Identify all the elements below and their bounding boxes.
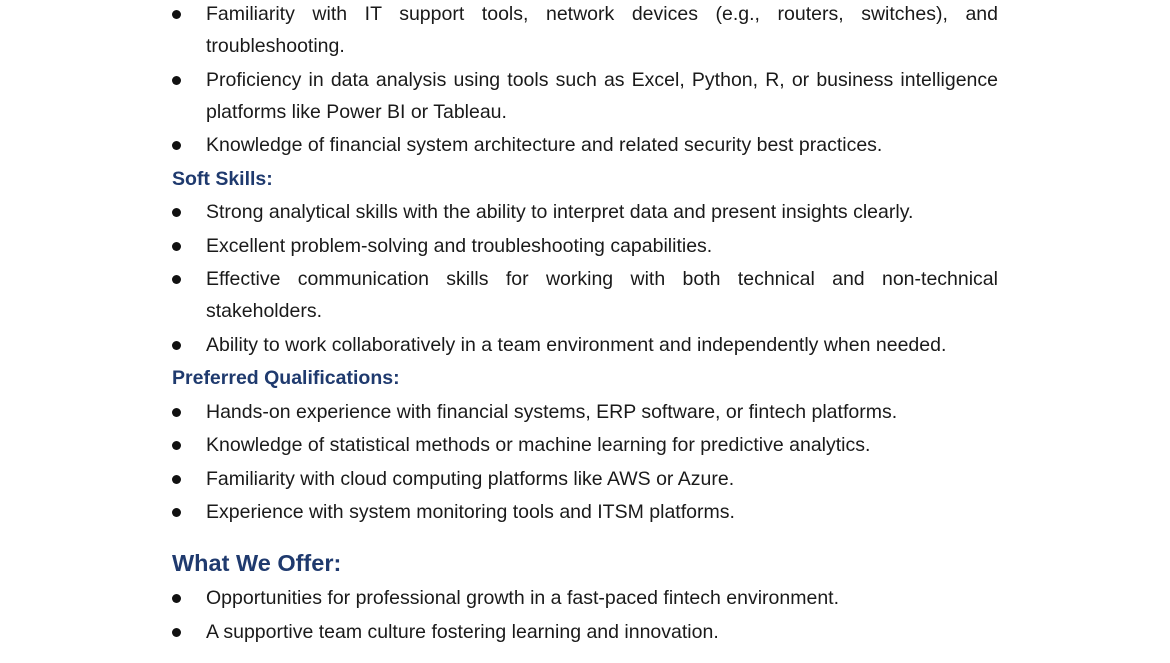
list-item-text: Familiarity with cloud computing platforms like AWS or Azure. (206, 467, 735, 490)
list-item-text: Excellent problem-solving and troubleshooting capabilities. (206, 234, 713, 257)
bullet-icon (172, 441, 181, 450)
bullet-icon (172, 341, 181, 350)
bullet-icon (172, 475, 181, 484)
technical-skills-list (172, 0, 998, 161)
bullet-icon (172, 242, 181, 251)
list-item-text: Experience with system monitoring tools and ITSM platforms. (206, 501, 735, 523)
list-item (172, 0, 998, 62)
list-item (172, 329, 998, 361)
list-item-text: Hands-on experience with financial systems, ERP software, or fintech platforms. (206, 400, 898, 423)
list-item (172, 263, 998, 327)
list-item-text: Strong analytical skills with the ability to interpret data and present insights clearly. (206, 201, 914, 223)
bullet-icon (172, 594, 181, 603)
list-item-text: Knowledge of financial system architecture and related security best practices. (206, 134, 883, 156)
list-item-text: A supportive team culture fostering learning and innovation. (206, 620, 719, 643)
list-item (172, 496, 998, 528)
list-item-text: Proficiency in data analysis using tools such as Excel, Python, R, or business intelligence platforms like Power BI or Tableau. (206, 68, 998, 123)
bullet-icon (172, 76, 181, 85)
preferred-qualifications-heading: Preferred Qualifications: (172, 367, 400, 389)
list-item (172, 582, 998, 614)
list-item (172, 196, 998, 228)
bullet-icon (172, 508, 181, 517)
list-item (172, 463, 998, 495)
bullet-icon (172, 208, 181, 217)
list-item-text: Ability to work collaboratively in a team environment and independently when needed. (206, 333, 947, 356)
list-item (172, 396, 998, 428)
what-we-offer-heading: What We Offer: (172, 550, 342, 576)
bullet-icon (172, 10, 181, 19)
bullet-icon (172, 275, 181, 284)
soft-skills-heading: Soft Skills: (172, 167, 273, 190)
bullet-icon (172, 628, 181, 637)
list-item (172, 616, 998, 648)
list-item-text: Familiarity with IT support tools, network devices (e.g., routers, switches), and troubleshooting. (206, 3, 998, 57)
what-we-offer-list (172, 582, 998, 648)
preferred-qualifications-list (172, 396, 998, 529)
list-item-text: Opportunities for professional growth in a fast-paced fintech environment. (206, 587, 840, 609)
bullet-icon (172, 141, 181, 150)
list-item (172, 230, 998, 262)
document-page (172, 0, 998, 649)
list-item (172, 129, 998, 161)
list-item-text: Knowledge of statistical methods or machine learning for predictive analytics. (206, 434, 871, 456)
list-item (172, 64, 998, 128)
list-item (172, 429, 998, 461)
soft-skills-list (172, 196, 998, 361)
bullet-icon (172, 408, 181, 417)
list-item-text: Effective communication skills for working with both technical and non-technical stakeholders. (206, 268, 998, 322)
